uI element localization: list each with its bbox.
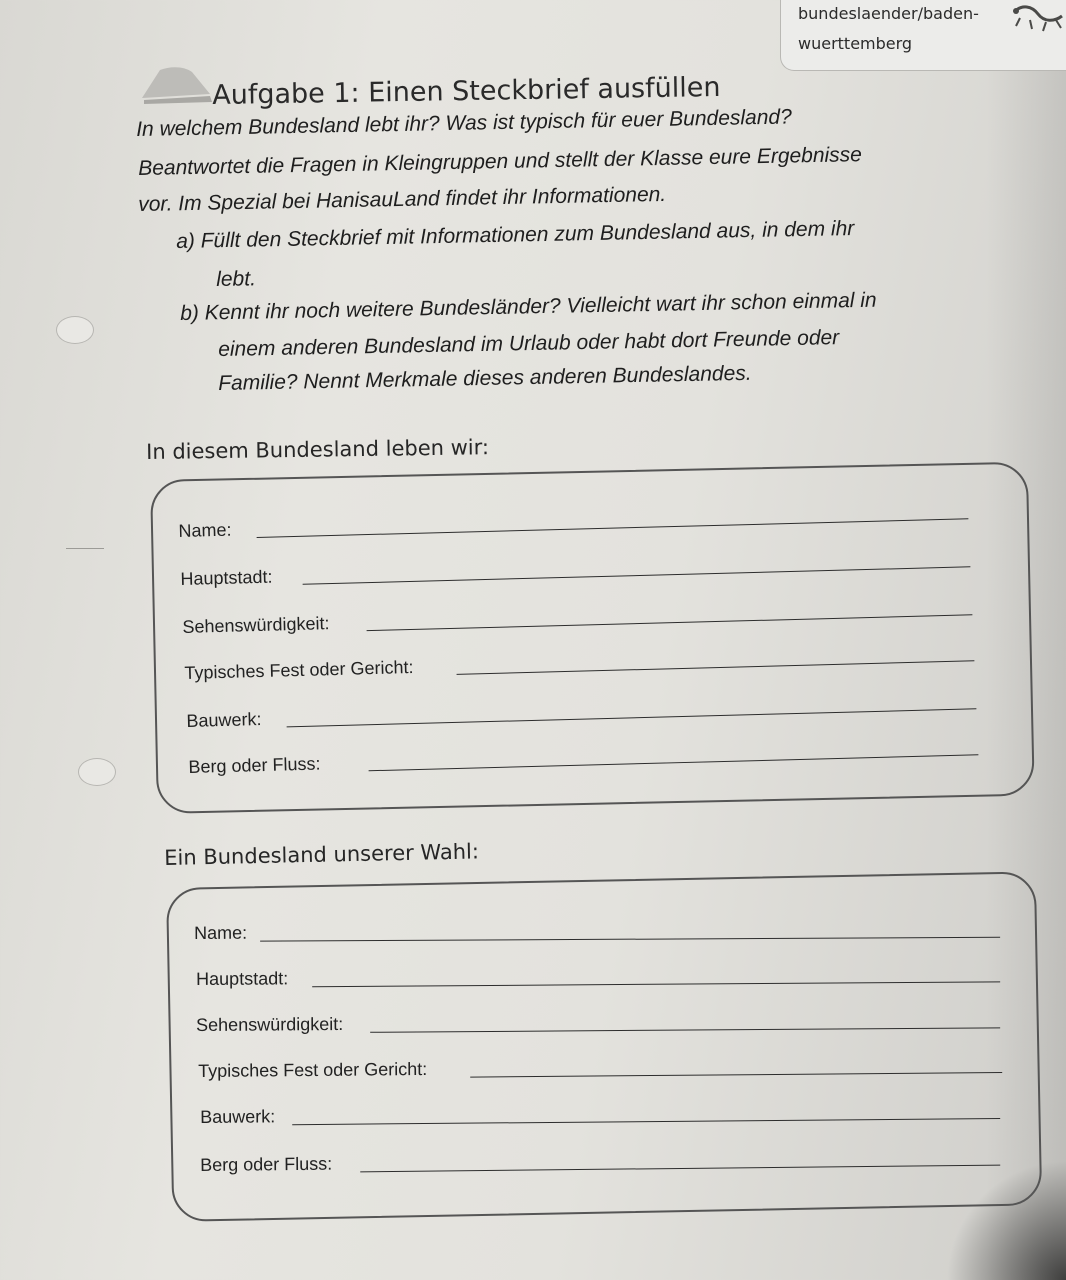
intro-line-2: Beantwortet die Fragen in Kleingruppen und stellt der Klasse eure Ergebnisse: [138, 143, 863, 180]
field-label: Bauwerk:: [200, 1106, 276, 1127]
field-line[interactable]: [470, 1072, 1002, 1078]
field-label: Sehenswürdigkeit:: [196, 1013, 344, 1035]
section2-heading: Ein Bundesland unserer Wahl:: [164, 839, 480, 870]
intro-line-3: vor. Im Spezial bei HanisauLand findet ihr Informationen.: [138, 182, 667, 216]
intro-line-1: In welchem Bundesland lebt ihr? Was ist typisch für euer Bundesland?: [136, 105, 792, 141]
field-label: Hauptstadt:: [196, 968, 289, 989]
book-icon: [140, 64, 214, 104]
margin-mark: [66, 548, 104, 549]
punch-hole-top: [56, 316, 94, 344]
section2-field-hauptstadt: [196, 956, 1000, 992]
item-b-line-1: b) Kennt ihr noch weitere Bundesländer? Vielleicht wart ihr schon einmal in: [180, 288, 877, 325]
field-label: Typisches Fest oder Gericht:: [198, 1059, 428, 1081]
field-label: Typisches Fest oder Gericht:: [184, 657, 414, 683]
field-label: Bauwerk:: [186, 709, 262, 731]
item-b-line-2: einem anderen Bundesland im Urlaub oder habt dort Freunde oder: [218, 326, 840, 361]
section2-field-name: [194, 912, 1000, 946]
item-a-line-2: lebt.: [216, 267, 257, 291]
field-label: Berg oder Fluss:: [188, 753, 321, 777]
url-line-2: wuerttemberg: [798, 34, 913, 53]
field-line[interactable]: [370, 1027, 1000, 1032]
field-label: Sehenswürdigkeit:: [182, 613, 330, 637]
item-a-line-1: a) Füllt den Steckbrief mit Informationen zum Bundesland aus, in dem ihr: [176, 216, 855, 253]
section1-heading: In diesem Bundesland leben wir:: [146, 435, 490, 464]
field-line[interactable]: [312, 981, 1000, 987]
item-b-line-3: Familie? Nennt Merkmale dieses anderen Bundeslandes.: [218, 361, 752, 395]
task-title: Aufgabe 1: Einen Steckbrief ausfüllen: [212, 72, 721, 111]
field-label: Hauptstadt:: [180, 566, 273, 589]
field-label: Name:: [178, 519, 232, 541]
field-label: Name:: [194, 922, 248, 943]
lizard-icon: [1010, 0, 1066, 40]
url-line-1: bundeslaender/baden-: [798, 4, 979, 23]
field-label: Berg oder Fluss:: [200, 1153, 333, 1175]
punch-hole-bottom: [78, 758, 116, 786]
field-line[interactable]: [260, 937, 1000, 942]
section2-field-sehenswuerdigkeit: [196, 1002, 1000, 1038]
